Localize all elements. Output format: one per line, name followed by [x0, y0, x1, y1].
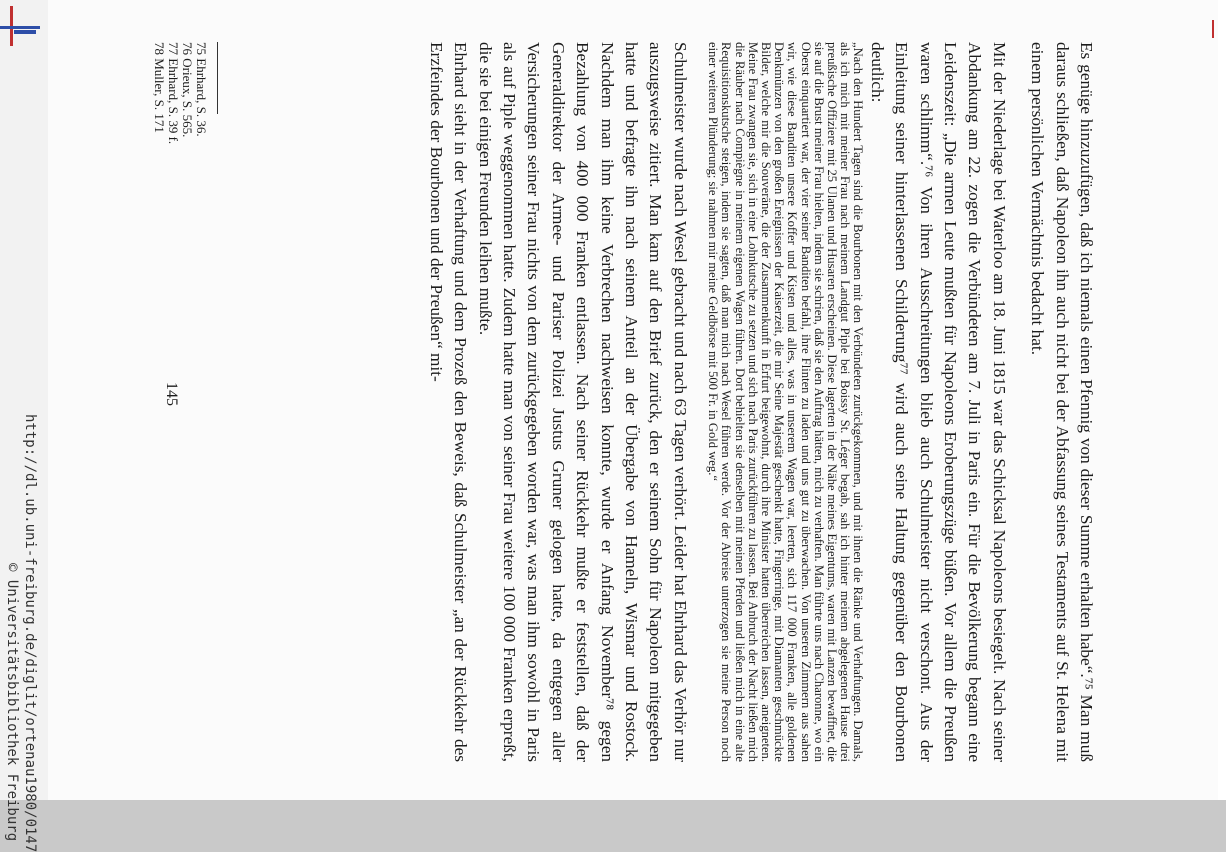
copyright-notice: © Universitätsbibliothek Freiburg [4, 563, 20, 842]
paragraph-2: Mit der Niederlage bei Waterloo am 18. Juni 1815 war das Schicksal Napoleons besiegelt. Nach seiner Abdankung am 22. zogen die Verbündeten am 7. Juli in Paris ein. Für die Bevölkerung begann eine Leidenszeit: „Die armen Leute mußten für Napoleons Eroberungszüge büßen. Vor allem die Preußen waren schlimm“.⁷⁶ Von ihren Ausschreitungen blieb auch Schulmeister nicht verschont. Aus der Einleitung seiner hinterlassenen Schilderung⁷⁷ wird auch seine Haltung gegenüber den Bourbonen deutlich: [867, 42, 1009, 762]
footnote-rule [217, 42, 218, 114]
footnote-75: 75 Ehrhard, S. 36. [194, 42, 209, 137]
paragraph-3: Schulmeister wurde nach Wesel gebracht und nach 63 Tagen verhört. Leider hat Ehrhard das Verhör nur auszugsweise zitiert. Man kam auf den Brief zurück, den er seinem Sohn für Napoleon mitgegeben hatte und befragte ihn nach seinem Anteil an der Übergabe von Hameln, Wismar und Rostock. Nachdem man ihm keine Verbrechen nachweisen konnte, wurde er Anfang November⁷⁸ gegen Bezahlung von 400 000 Franken entlassen. Nach seiner Rückkehr mußte er feststellen, daß der Generaldirektor der Armee- und Pariser Polizei Justus Gruner gelogen hatte, da entgegen aller Versicherungen seiner Frau nichts von dem zurückgegeben worden war, was man ihm sowohl in Paris als auf Piple weggenommen hatte. Zudem hatte man von seiner Frau weitere 100 000 Franken erpreßt, die sie bei einigen Freunden leihen mußte. [475, 42, 690, 762]
page-number: 145 [163, 382, 180, 406]
page-edge [1218, 0, 1226, 800]
source-url: http://dl.ub.uni-freiburg.de/diglit/ortenau1980/0147 [22, 414, 38, 852]
registration-mark [0, 6, 40, 46]
page-content [38, 42, 1098, 762]
footnote-78: 78 Muller, S. 171 [152, 42, 167, 133]
paragraph-4: Ehrhard sieht in der Verhaftung und dem Prozeß den Beweis, daß Schulmeister „an der Rückkehr des Erzfeindes der Bourbonen und der Preußen“ mit- [426, 42, 471, 762]
footnote-76: 76 Orieux, S. 565. [180, 42, 195, 138]
block-quote: „Nach den Hundert Tagen sind die Bourbonen mit den Verbündeten zurückgekommen, und mit ihnen die Ränke und Verhaftungen. Damals, als ich mich mit meiner Frau nach meinem Landgut Piple bei Boissy St. Léger begab, sah ich hinter meinem abgelegenen Hause drei preußische Offiziere mit 25 Ulanen und Husaren erscheinen. Diese lagerten in der Nähe meines Eigentums, waren mit Lanzen bewaffnet, die sie auf die Brust meiner Frau hielten, indem sie schrien, daß sie den Auftrag hätten, mich zu verhaften. Man führte uns nach Charonne, wo ein Oberst einquartiert war, der vier seiner Banditen befahl, ihre Flinten zu laden und uns gut zu überwachen. Von unseren Zimmern aus sahen wir, wie diese Banditen unsere Koffer und Kisten und alles, was in unserem Wagen war, leerten, sich 117 000 Franken, alle goldenen Denkmünzen von den großen Ereignissen der Kaiserzeit, die mir Seine Majestät geschenkt hatte, Fingerringe, mit Diamanten geschmückte Bilder, welche mir die Souveräne, die der Zusammenkunft in Erfurt beigewohnt, durch ihre Minister hatten überreichen lassen, aneigneten. Meine Frau zwangen sie, sich in eine Lohnkutsche zu setzen und sich nach Paris zurückführen zu lassen. Bei Anbruch der Nacht ließen mich die Räuber nach Compiègne in meinem eigenen Wagen führen. Dort behielten sie denselben mit meinen Pferden und ließen mich in eine alte Requisitionskutsche steigen, indem sie sagten, daß man mich nach Wesel führen werde. Vor der Abreise unterzogen sie meine Person noch einer weiteren Plünderung; sie nahmen mir meine Geldbörse mit 500 Fr. in Gold weg.“ [706, 42, 866, 762]
footnote-77: 77 Ehrhard, S. 39 f. [166, 42, 181, 145]
registration-mark-right [1210, 20, 1224, 40]
paragraph-1: Es genüge hinzuzufügen, daß ich niemals einen Pfennig von dieser Summe erhalten habe“.⁷⁵ Man muß daraus schließen, daß Napoleon ihn auch nicht bei der Abfassung seines Testaments auf St. Helena mit einem persönlichen Vermächtnis bedacht hat. [1028, 42, 1096, 762]
